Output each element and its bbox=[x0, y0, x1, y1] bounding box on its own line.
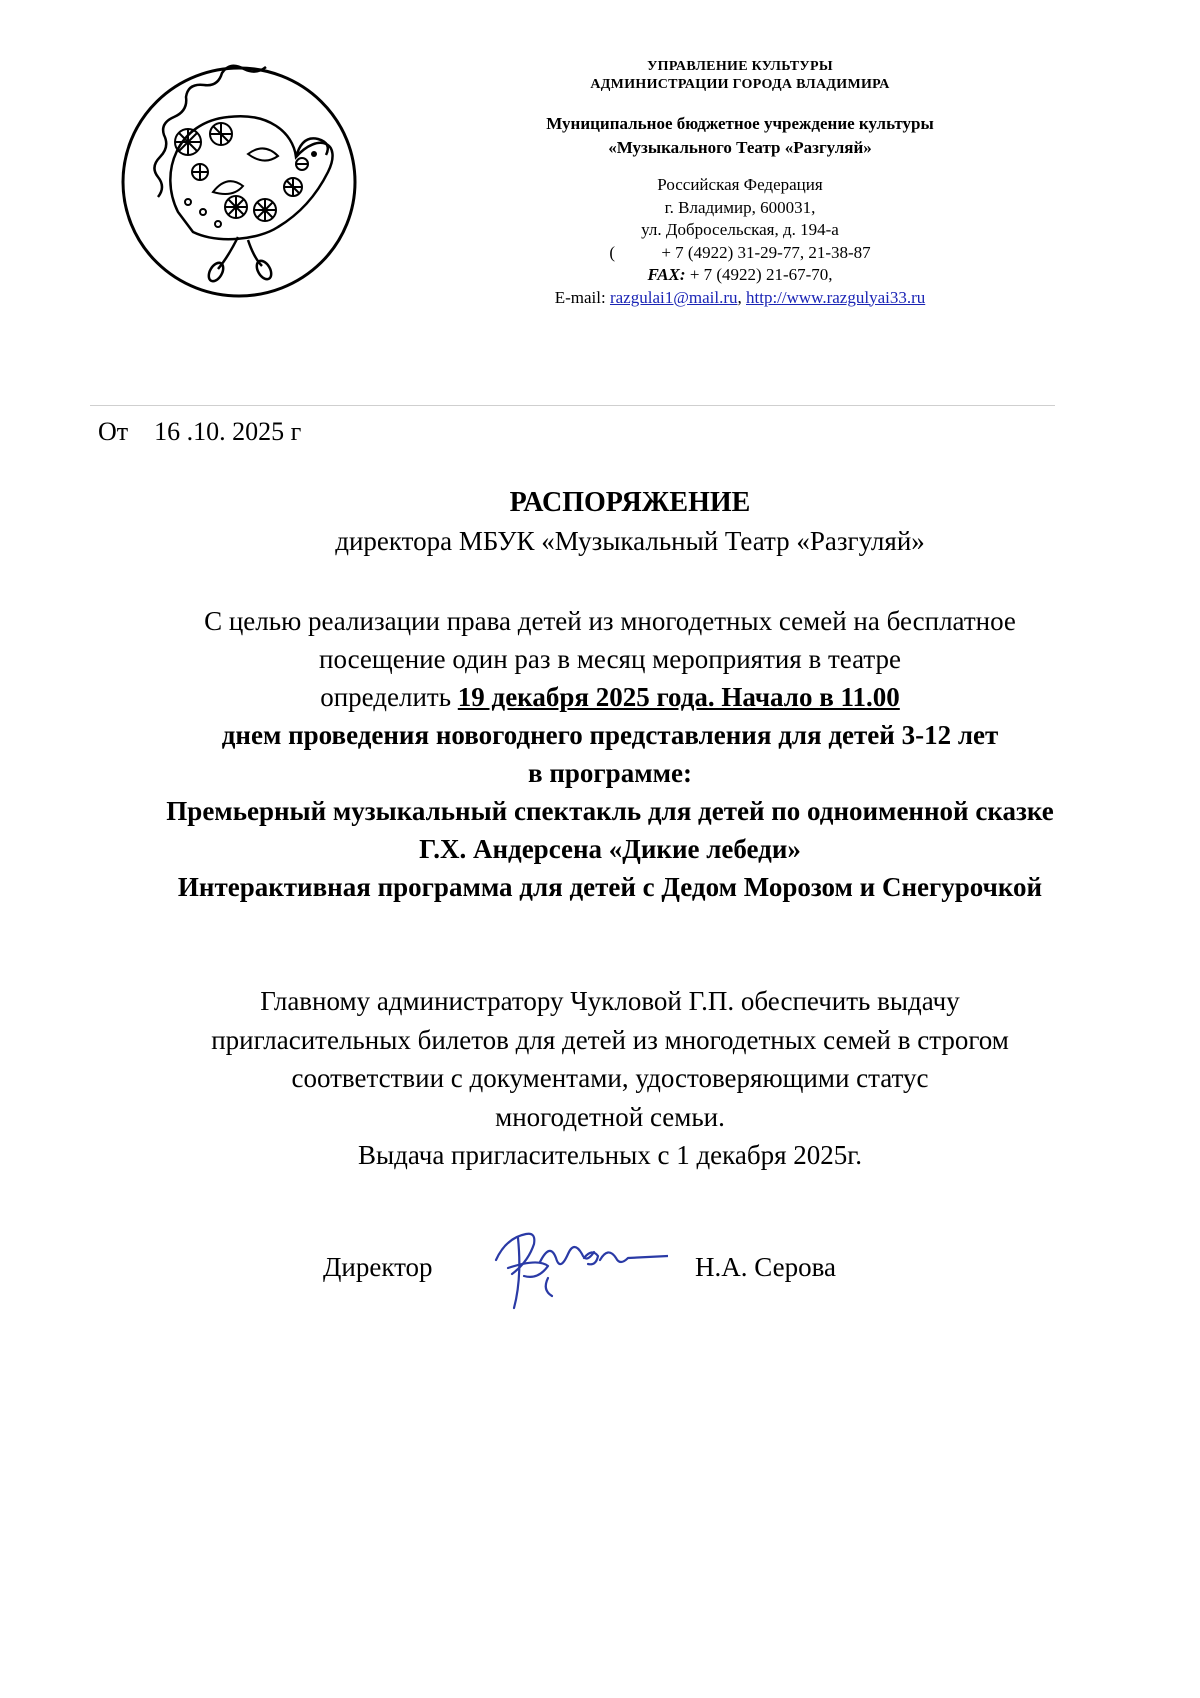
instruction-line-5: Выдача пригласительных с 1 декабря 2025г. bbox=[357, 1140, 863, 1170]
event-date: 19 декабря 2025 года. Начало в 11.00 bbox=[457, 682, 900, 712]
contact-separator: , bbox=[737, 287, 746, 307]
address-city: г. Владимир, 600031, bbox=[664, 197, 816, 217]
instruction-line-4: многодетной семьи. bbox=[495, 1101, 725, 1132]
theatre-logo-icon bbox=[118, 62, 360, 302]
signatory-role: Директор bbox=[323, 1252, 433, 1282]
email-link[interactable]: razgulai1@mail.ru bbox=[609, 287, 738, 307]
instruction-line-1: Главному администратору Чукловой Г.П. обеспечить выдачу bbox=[260, 986, 960, 1016]
body-line-6: Премьерный музыкальный спектакль для детей по одноименной сказке bbox=[166, 796, 1054, 826]
letterhead bbox=[440, 58, 1040, 309]
fax-line bbox=[440, 264, 1040, 287]
signatory-name: Н.А. Серова bbox=[695, 1252, 836, 1282]
body-line-2: посещение один раз в месяц мероприятия в театре bbox=[319, 644, 901, 674]
document-date: От 16 .10. 2025 г bbox=[98, 417, 302, 446]
body-line-3 bbox=[40, 678, 1180, 716]
phone-line bbox=[440, 242, 1040, 265]
body-line-5: в программе: bbox=[528, 758, 692, 788]
fax-label: FAX: bbox=[647, 265, 686, 284]
instruction-line-2: пригласительных билетов для детей из многодетных семей в строгом bbox=[211, 1024, 1009, 1055]
body-line-3-prefix: определить bbox=[320, 682, 458, 712]
department-line-2: АДМИНИСТРАЦИИ ГОРОДА ВЛАДИМИРА bbox=[590, 77, 890, 92]
body-line-4: днем проведения новогоднего представления для детей 3-12 лет bbox=[221, 720, 999, 750]
fax-number: + 7 (4922) 21-67-70, bbox=[685, 265, 833, 284]
instruction-body bbox=[40, 982, 1180, 1175]
address-country: Российская Федерация bbox=[657, 175, 823, 194]
phone-icon: ( bbox=[609, 242, 616, 262]
address-street: ул. Добросельская, д. 194-а bbox=[641, 220, 839, 239]
handwritten-signature-icon bbox=[488, 1218, 668, 1316]
contact-line bbox=[440, 287, 1040, 310]
phone-number: + 7 (4922) 31-29-77, 21-38-87 bbox=[661, 242, 871, 262]
instruction-line-3: соответствии с документами, удостоверяющими статус bbox=[291, 1063, 929, 1093]
document-subtitle: директора МБУК «Музыкальный Театр «Разгуляй» bbox=[335, 526, 925, 556]
body-line-7: Г.Х. Андерсена «Дикие лебеди» bbox=[419, 834, 801, 864]
department-line-1: УПРАВЛЕНИЕ КУЛЬТУРЫ bbox=[647, 59, 833, 74]
email-label: E-mail: bbox=[554, 287, 610, 307]
header-divider bbox=[90, 405, 1055, 406]
website-link[interactable]: http://www.razgulyai33.ru bbox=[746, 287, 926, 307]
organization-line-1: Муниципальное бюджетное учреждение культуры bbox=[546, 114, 934, 133]
order-body bbox=[40, 602, 1180, 906]
body-line-1: С целью реализации права детей из многодетных семей на бесплатное bbox=[204, 606, 1016, 636]
organization-line-2: «Музыкального Театр «Разгуляй» bbox=[608, 138, 872, 157]
document-title: РАСПОРЯЖЕНИЕ bbox=[509, 487, 751, 518]
body-line-8: Интерактивная программа для детей с Дедом Морозом и Снегурочкой bbox=[177, 872, 1043, 902]
